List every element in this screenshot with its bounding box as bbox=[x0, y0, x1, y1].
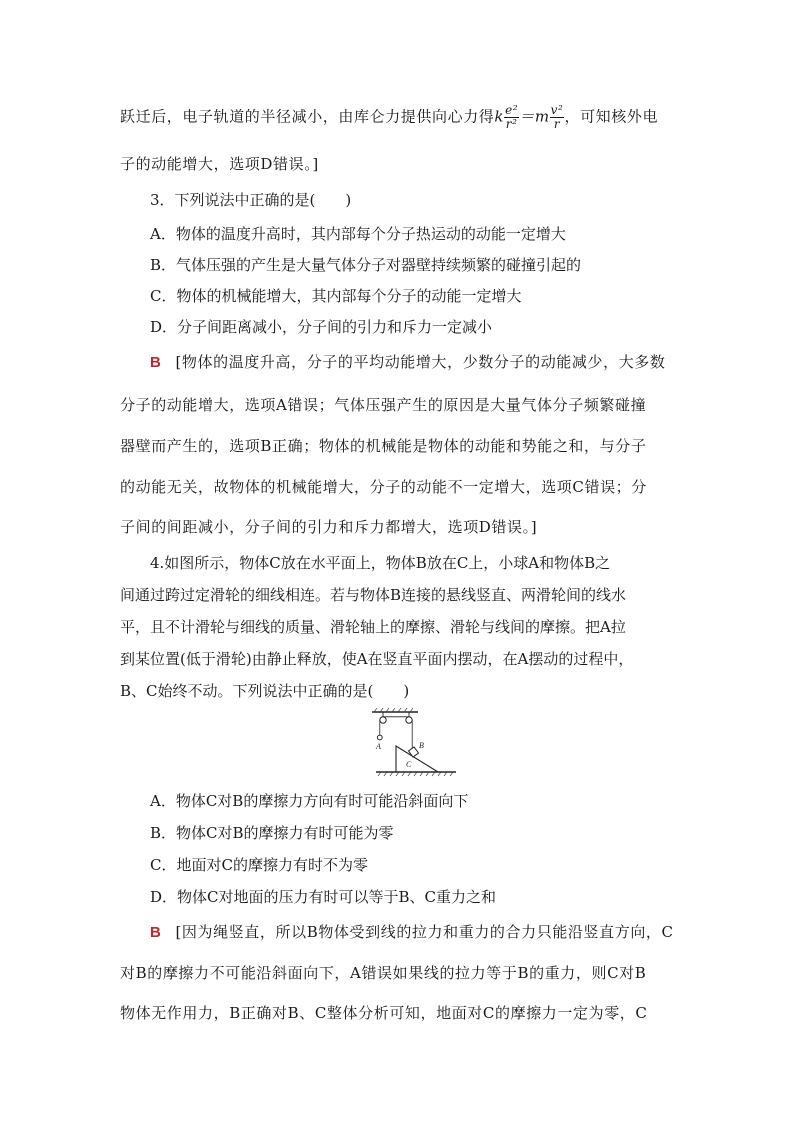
q2-line-2: 子的动能增大，选项D错误。] bbox=[120, 155, 319, 173]
right-pulley bbox=[406, 717, 412, 723]
q4-option-b: B．物体C对B的摩擦力有时可能为零 bbox=[150, 824, 394, 842]
q3-explanation-line-1 bbox=[150, 352, 666, 373]
q3-stem: 3．下列说法中正确的是( ) bbox=[150, 191, 352, 209]
fraction-numerator: v² bbox=[550, 103, 564, 117]
q4-option-c: C．地面对C的摩擦力有时不为零 bbox=[150, 856, 368, 874]
label-b: B bbox=[419, 741, 424, 750]
q4-stem-line-4: 到某位置(低于滑轮)由静止释放，使A在竖直平面内摆动，在A摆动的过程中， bbox=[120, 650, 634, 668]
fraction-denominator: r² bbox=[505, 117, 518, 131]
q4-option-a: A．物体C对B的摩擦力方向有时可能沿斜面向下 bbox=[150, 792, 469, 810]
fraction-denominator: r bbox=[553, 117, 561, 131]
q4-stem-line-5: B、C始终不动。下列说法中正确的是( ) bbox=[120, 682, 410, 700]
q3-option-c: C．物体的机械能增大，其内部每个分子的动能一定增大 bbox=[150, 287, 522, 305]
label-a: A bbox=[376, 742, 381, 751]
fraction-numerator: e² bbox=[505, 103, 519, 117]
q4-stem-line-3: 平，且不计滑轮与细线的质量、滑轮轴上的摩擦、滑轮与线间的摩擦。把A拉 bbox=[120, 618, 626, 636]
incline-c bbox=[396, 746, 438, 772]
label-c: C bbox=[406, 760, 412, 769]
q4-answer: B bbox=[150, 924, 162, 941]
q4-stem-line-1: 4.如图所示，物体C放在水平面上，物体B放在C上，小球A和物体B之 bbox=[150, 554, 611, 572]
ball-a bbox=[377, 735, 382, 740]
q2-line-1 bbox=[120, 104, 658, 131]
q3-explanation-line-2: 分子的动能增大，选项A错误；气体压强产生的原因是大量气体分子频繁碰撞 bbox=[120, 396, 647, 414]
q4-stem-line-2: 间通过跨过定滑轮的细线相连。若与物体B连接的悬线竖直、两滑轮间的线水 bbox=[120, 586, 627, 604]
q2-line-1-after: ，可知核外电 bbox=[564, 107, 659, 126]
q4-explanation-line-2: 对B的摩擦力不可能沿斜面向下，A错误如果线的拉力等于B的重力，则C对B bbox=[120, 964, 647, 982]
equals-m: ＝m bbox=[519, 107, 550, 126]
q3-explanation-text-1: [物体的温度升高，分子的平均动能增大，少数分子的动能减少，大多数 bbox=[175, 353, 666, 371]
q3-answer: B bbox=[150, 354, 162, 371]
fraction-v2-r bbox=[550, 104, 565, 131]
q3-option-a: A．物体的温度升高时，其内部每个分子热运动的动能一定增大 bbox=[150, 225, 566, 243]
q3-option-b: B．气体压强的产生是大量气体分子对器壁持续频繁的碰撞引起的 bbox=[150, 256, 582, 274]
q4-explanation-line-1 bbox=[150, 922, 674, 943]
fraction-e2-r2 bbox=[504, 104, 519, 131]
pulley-incline-figure bbox=[368, 708, 460, 778]
coulomb-k: k bbox=[494, 107, 505, 126]
left-pulley bbox=[380, 717, 386, 723]
q4-explanation-text-1: [因为绳竖直，所以B物体受到线的拉力和重力的合力只能沿竖直方向，C bbox=[175, 923, 674, 941]
q3-option-d: D．分子间距离减小，分子间的引力和斥力一定减小 bbox=[150, 318, 493, 336]
q2-line-1-before: 跃迁后，电子轨道的半径减小，由库仑力提供向心力得 bbox=[120, 107, 495, 126]
q3-explanation-line-3: 器壁而产生的，选项B正确；物体的机械能是物体的动能和势能之和，与分子 bbox=[120, 437, 647, 455]
q3-explanation-line-5: 子间的间距减小，分子间的引力和斥力都增大，选项D错误。] bbox=[120, 518, 538, 536]
q3-explanation-line-4: 的动能无关，故物体的机械能增大，分子的动能不一定增大，选项C错误；分 bbox=[120, 478, 647, 496]
q4-option-d: D．物体C对地面的压力有时可以等于B、C重力之和 bbox=[150, 888, 497, 906]
q4-explanation-line-3: 物体无作用力，B正确对B、C整体分析可知，地面对C的摩擦力一定为零，C bbox=[120, 1004, 648, 1022]
